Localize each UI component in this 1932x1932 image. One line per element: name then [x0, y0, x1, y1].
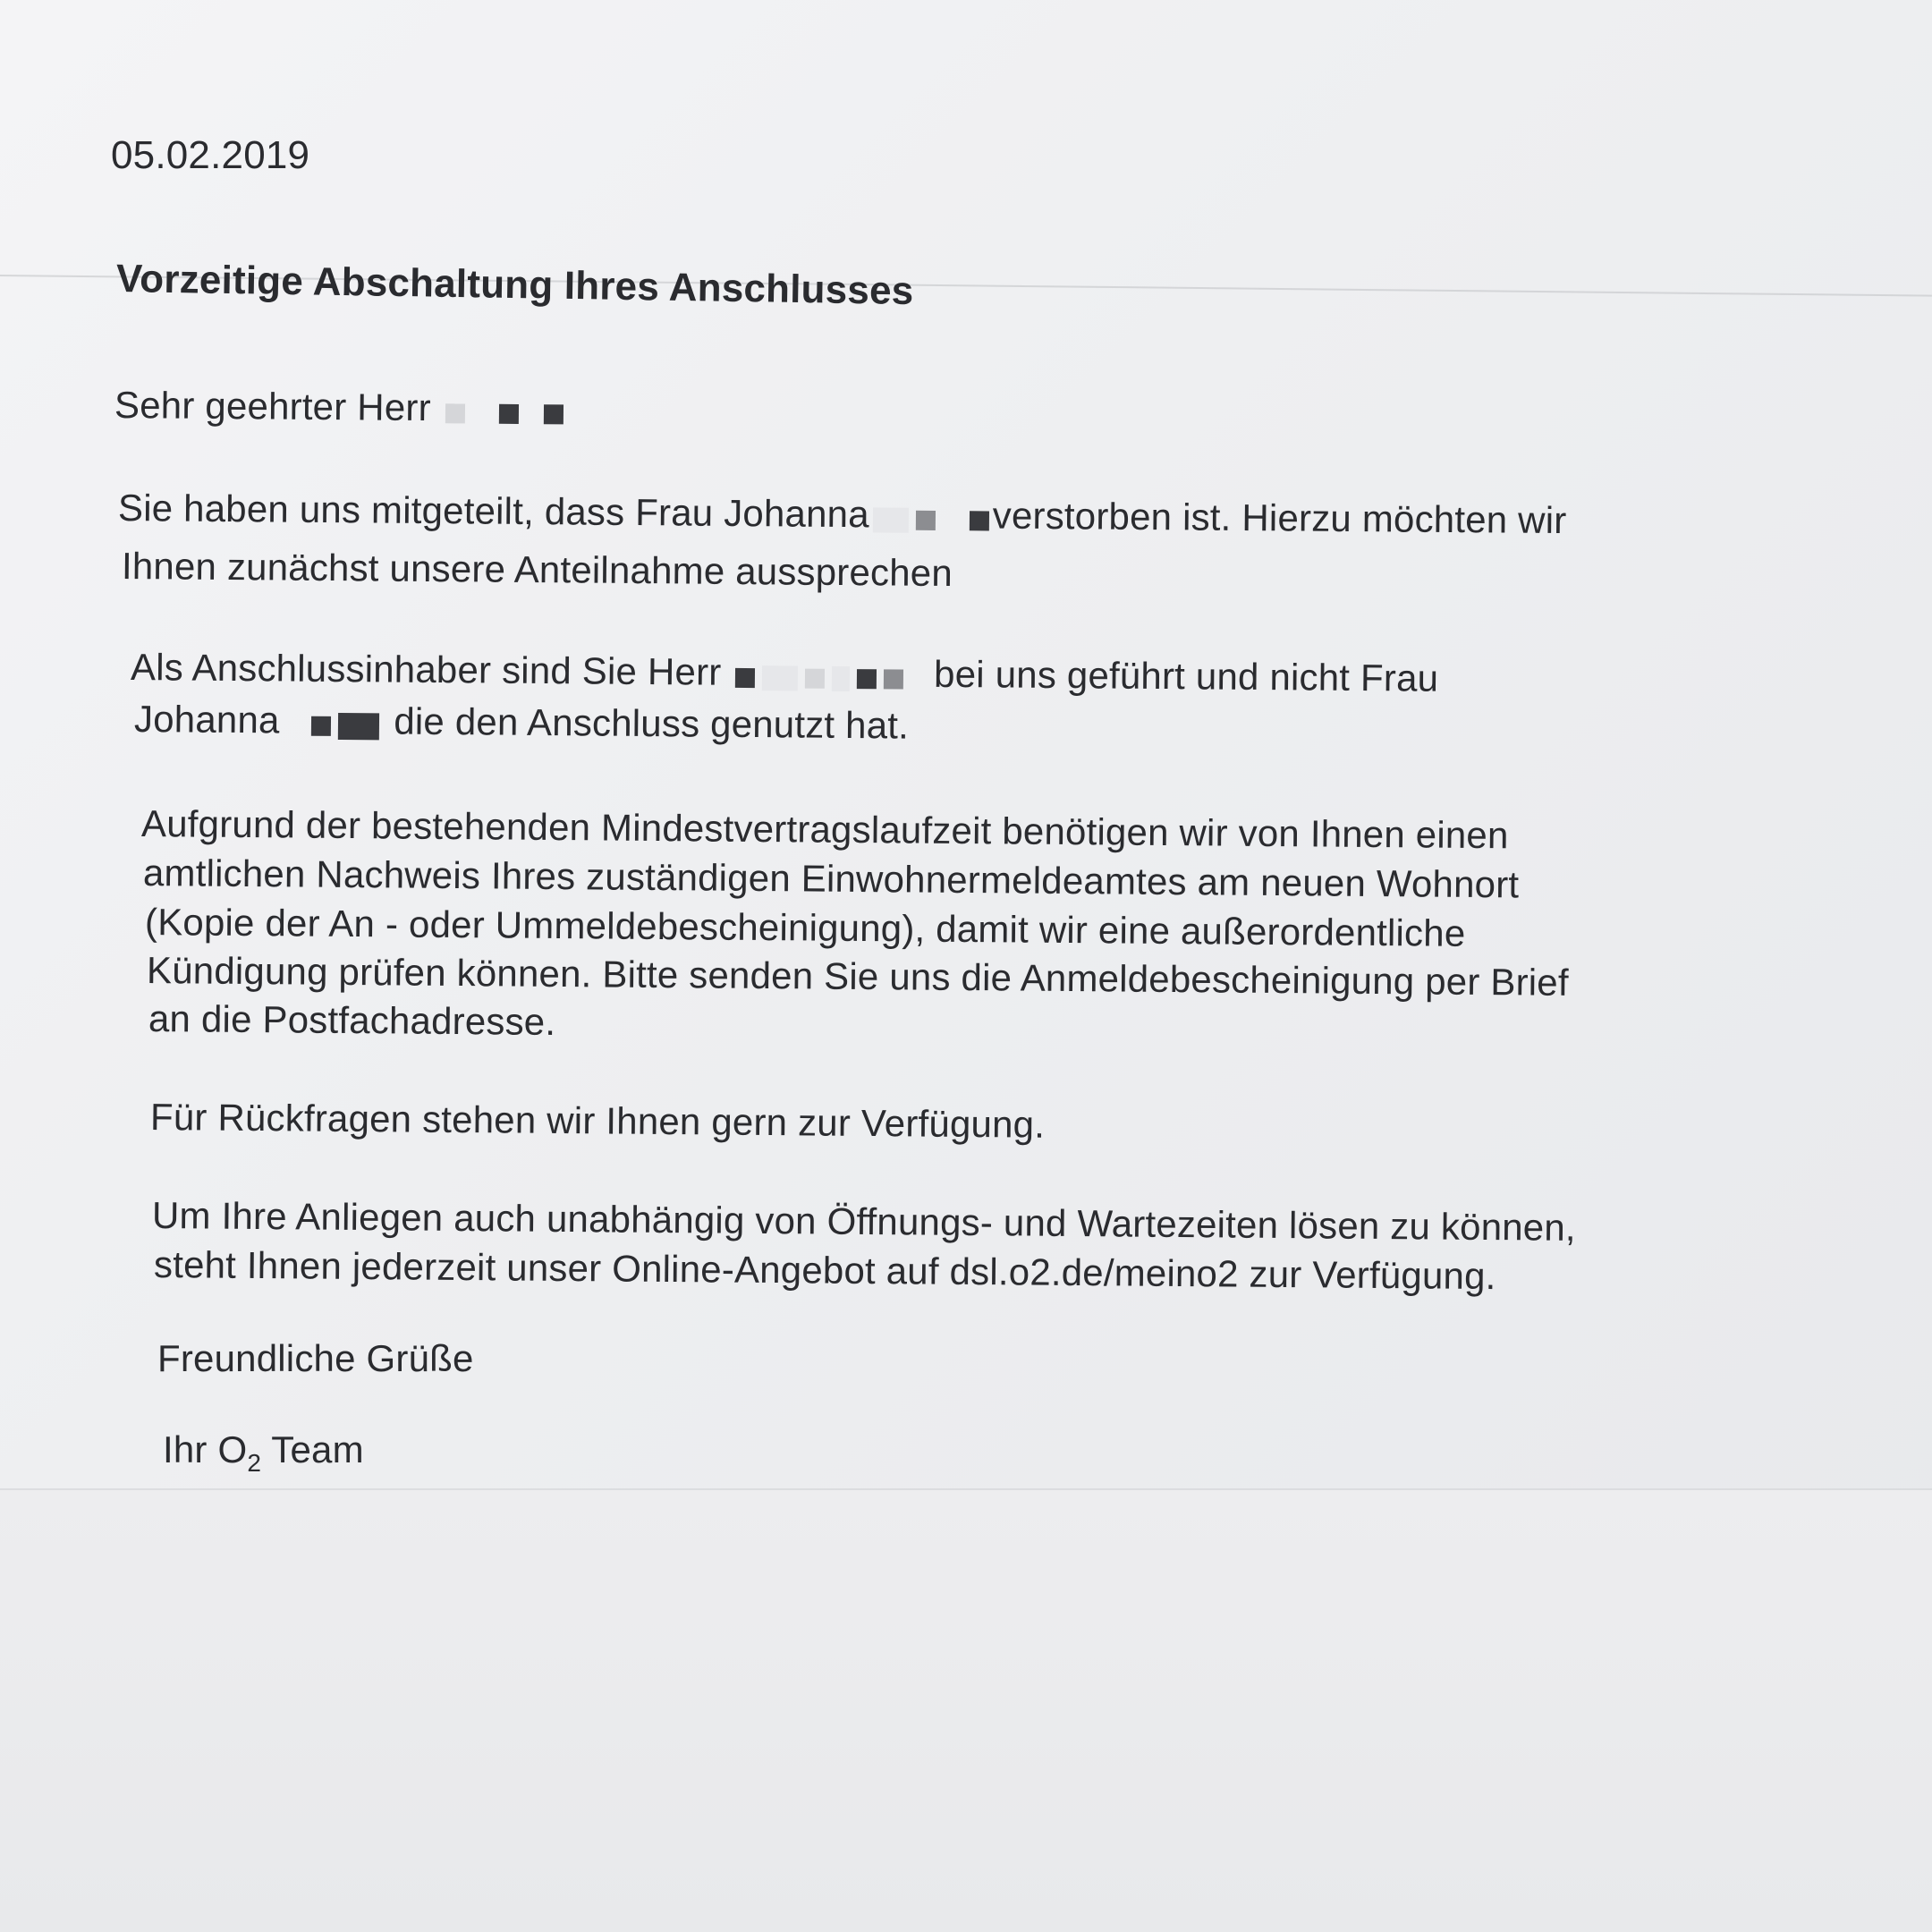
- paragraph-3-line-2: amtlichen Nachweis Ihres zuständigen Einwohnermeldeamtes am neuen Wohnort: [142, 852, 1520, 906]
- paragraph-2-line-2: [134, 700, 909, 747]
- signature-subscript: 2: [247, 1449, 262, 1477]
- redacted-name: [732, 657, 907, 696]
- paragraph-5-line-2: steht Ihnen jederzeit unser Online-Angebot auf dsl.o2.de/meino2 zur Verfügung.: [153, 1243, 1496, 1298]
- redacted-name: [869, 498, 993, 537]
- signature: [163, 1428, 364, 1477]
- p2-text-a: Als Anschlussinhaber sind Sie Herr: [130, 646, 722, 693]
- p1-text-b: verstorben ist. Hierzu möchten wir: [992, 494, 1567, 542]
- lower-paper-fold: [0, 1490, 1932, 1932]
- paragraph-5-line-1: Um Ihre Anliegen auch unabhängig von Öffnungs- und Wartezeiten lösen zu können,: [151, 1194, 1577, 1249]
- paragraph-3-line-1: Aufgrund der bestehenden Mindestvertragslaufzeit benötigen wir von Ihnen einen: [140, 802, 1509, 857]
- letter-subject: Vorzeitige Abschaltung Ihres Anschlusses: [115, 257, 914, 313]
- paragraph-3-line-4: Kündigung prüfen können. Bitte senden Sie uns die Anmeldebescheinigung per Brief: [146, 949, 1569, 1004]
- closing-greeting: Freundliche Grüße: [157, 1337, 474, 1379]
- paragraph-1-line-2: Ihnen zunächst unsere Anteilnahme aussprechen: [121, 545, 953, 595]
- signature-suffix: Team: [261, 1428, 364, 1470]
- letter-date: 05.02.2019: [111, 133, 310, 177]
- salutation-line: [114, 386, 567, 430]
- signature-prefix: Ihr O: [163, 1428, 248, 1470]
- redacted-name: [441, 392, 566, 430]
- paragraph-4: Für Rückfragen stehen wir Ihnen gern zur Verfügung.: [149, 1096, 1046, 1146]
- paragraph-3-line-3: (Kopie der An - oder Ummeldebescheinigung), damit wir eine außerordentliche: [144, 901, 1466, 954]
- salutation-text: Sehr geehrter Herr: [114, 384, 431, 429]
- p2-text-d: die den Anschluss genutzt hat.: [394, 699, 910, 747]
- paragraph-3-line-5: an die Postfachadresse.: [148, 997, 556, 1043]
- fold-line-bottom: [0, 1488, 1932, 1490]
- p2-text-b: bei uns geführt und nicht Frau: [933, 652, 1439, 699]
- p1-text-a: Sie haben uns mitgeteilt, dass Frau Johanna: [117, 487, 869, 536]
- redacted-name: [308, 705, 383, 743]
- p2-text-c: Johanna: [133, 698, 280, 741]
